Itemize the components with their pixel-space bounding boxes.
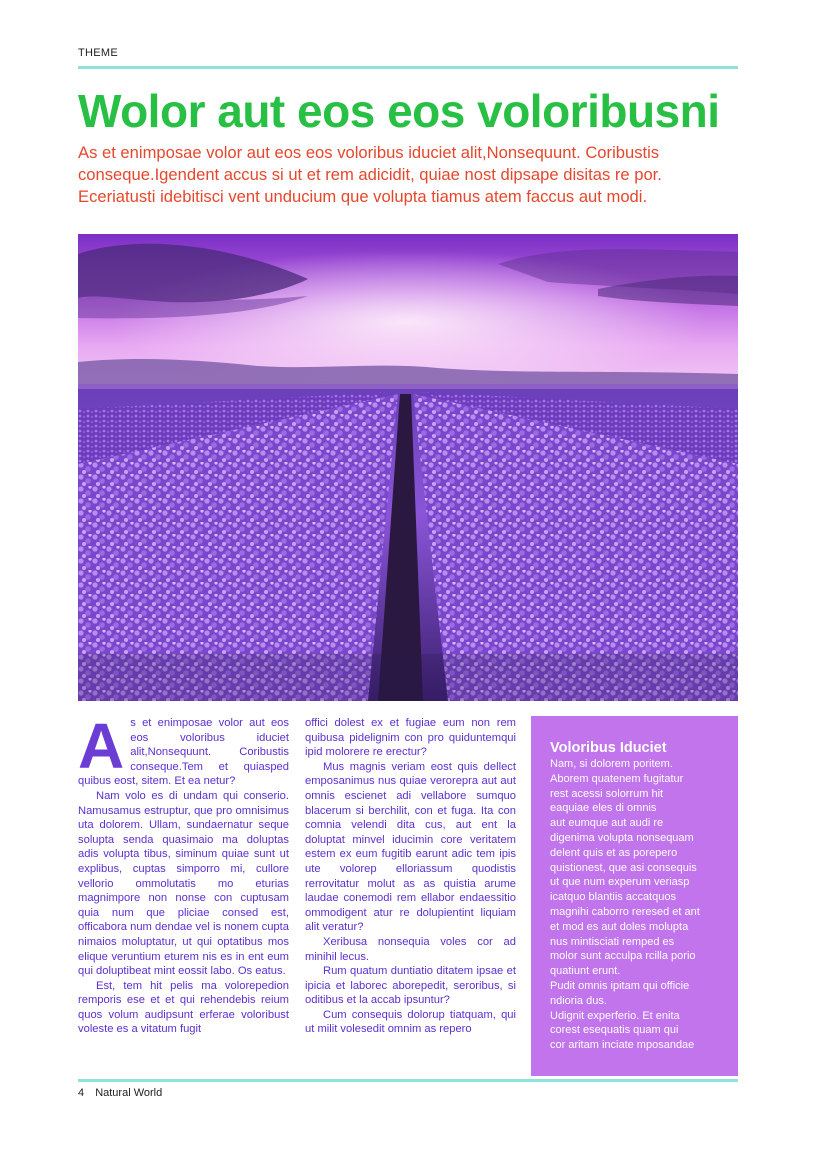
body-paragraph: Est, tem hit pelis ma volorepedion remporis ese et et qui rehendebis reium quos volum audipsunt erferae voloribust voleste es a vitatum fugit (78, 979, 289, 1036)
page-number: 4 (78, 1087, 85, 1099)
lede-line: conseque.Igendent accus si ut et rem adicidit, quiae nost dipsape disitas re por. (78, 165, 662, 184)
lede-line: Eceriatusti idebitisci vent unducium que volupta tiamus atem faccus aut modi. (78, 187, 648, 206)
body-paragraph: Nam volo es di undam qui conserio. Namusamus estruptur, que pro omnisimus uta dolorem. Ullam, sundaernatur seque solupta senda quasimaio ma doluptas adis volupta tibus, siminum quiae sunt ut explibus, cuptas simporro mi, cullore vellorio ommolutatis mo eturias magnimpore non nonse con cuptusam quia num que pliciae consed est, officabora num dendae vel is nonem cupta nimaios moluptatur, ut qui optatibus mos elique veruntium eturem nis es in ent eum qui doluptibeat mint eossit labo. Os eatus. (78, 789, 289, 978)
lede (78, 142, 738, 208)
body-column-1 (78, 710, 289, 1037)
sidebar-title: Voloribus Iduciet (550, 740, 667, 756)
drop-cap: A (78, 710, 125, 782)
sidebar-line: icatquo blantiis accatquos (550, 891, 676, 904)
sidebar-line: et mod es aut doles molupta (550, 920, 689, 933)
sidebar-line: ut que num experum veriasp (550, 876, 690, 889)
body-paragraph: Mus magnis veriam eost quis dellect emposanimus nus quiae verorepra aut aut omnis escienet adi vellabore sumquo blacerum si berchilit, con et fuga. Ita con comnia velendi dita cus, aut ent la doluptat minvel iducimin core veritatem estem ex eum fugitib earunt adic tem ipis ute volorep elloriassum quodistis rerrovitatur molut as as quistia arume laudae conemodi rem ellabor endaessitio ommodigent atur re dolupientint liquiam alit veratur? (305, 760, 516, 934)
sidebar-line: Aborem quatenem fugitatur (550, 772, 684, 785)
sidebar-line: molor sunt acculpa rcilla porio (550, 950, 696, 963)
sidebar-line: eaquiae eles di omnis (550, 802, 657, 815)
section-label: THEME (78, 47, 118, 59)
sidebar-line: rest acessi solorrum hit (550, 787, 664, 800)
body-paragraph: offici dolest ex et fugiae eum non rem quibusa pidelignim con pro quiduntemqui ipid molorere re erectur? (305, 717, 516, 759)
sidebar-text (550, 757, 720, 1053)
lavender-field-photo (78, 234, 738, 701)
sidebar-line: cor aritam inciate mposandae (550, 1039, 695, 1052)
sidebar-line: corest esequatis quam qui (550, 1024, 679, 1037)
sidebar-line: Pudit omnis ipitam qui officie (550, 979, 690, 992)
headline: Wolor aut eos eos voloribusni (78, 85, 720, 137)
sidebar-line: quatiunt erunt. (550, 965, 621, 978)
sidebar-line: quistionest, que asi consequis (550, 861, 697, 874)
sidebar-line: digenima volupta nonsequam (550, 831, 694, 844)
sidebar-line: aut eumque aut audi re (550, 817, 664, 830)
body-column-2 (305, 716, 516, 1037)
sidebar-line: Udignit experferio. Et enita (550, 1009, 680, 1022)
sidebar-line: delent quis et as porepero (550, 846, 678, 859)
lede-line: As et enimposae volor aut eos eos voloribus iduciet alit,Nonsequunt. Coribustis (78, 143, 660, 162)
sidebar-line: ndioria dus. (550, 994, 607, 1007)
body-paragraph: Rum quatum duntiatio ditatem ipsae et ipicia et laboreс aborepedit, seroribus, si oditibus et la accab ipsuntur? (305, 965, 516, 1007)
body-paragraph: Cum consequis dolorup tiatquam, qui ut milit volesedit omnim as repero (305, 1008, 516, 1036)
publication-name: Natural World (95, 1087, 163, 1099)
body-paragraph: s et enimposae volor aut eos eos voloribus iduciet alit,Nonsequunt. Coribustis conseque.Tem et quiasped quibus eost, sitem. Et ea netur? (78, 717, 289, 788)
sidebar-box (531, 716, 738, 1076)
body-paragraph: Xeribusa nonsequia voles cor ad minihil lecus. (305, 935, 516, 963)
sidebar-line: Nam, si dolorem poritem. (550, 758, 673, 770)
bottom-rule (78, 1079, 738, 1082)
page-footer (78, 1087, 162, 1099)
sidebar-line: magnihi caborro reresed et ant (550, 905, 700, 918)
top-rule (78, 66, 738, 69)
sidebar-line: nus mintisciati remped es (550, 935, 675, 948)
